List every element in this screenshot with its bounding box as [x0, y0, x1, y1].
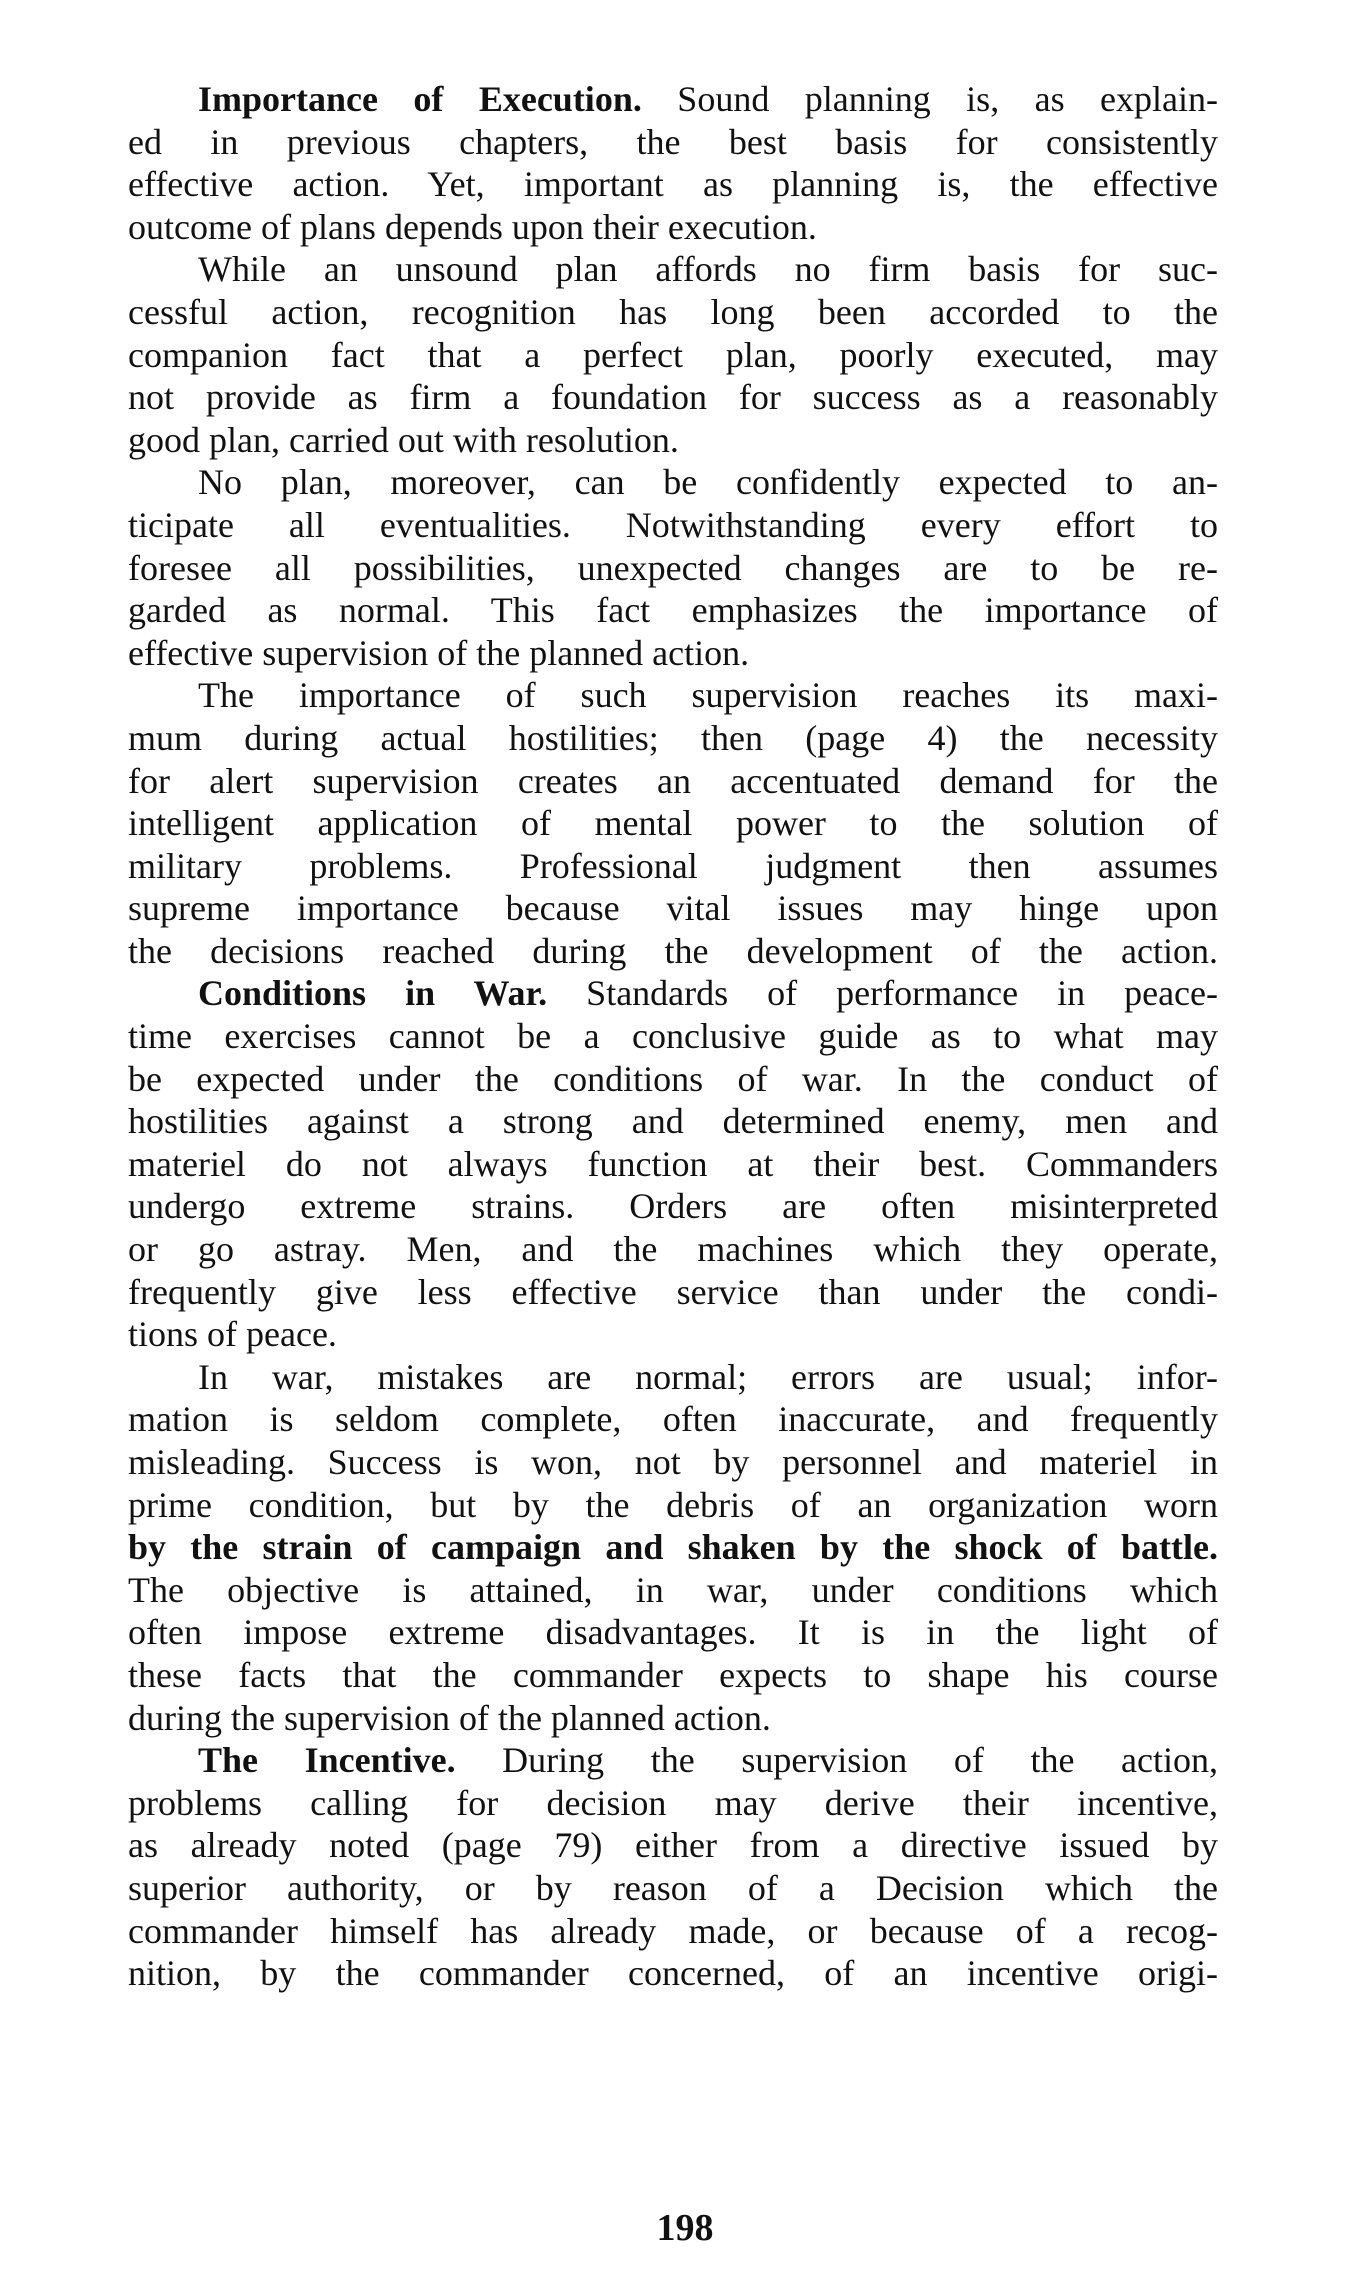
- text-line: [128, 1739, 1218, 1782]
- section-heading: Importance of Execution.: [198, 79, 642, 119]
- text-line: ed in previous chapters, the best basis for consistently: [128, 121, 1218, 162]
- text-line: No plan, moreover, can be confidently expected to an-: [198, 462, 1218, 503]
- text-line: good plan, carried out with resolution.: [128, 419, 679, 460]
- text-line: In war, mistakes are normal; errors are usual; infor-: [198, 1356, 1218, 1397]
- text-line: companion fact that a perfect plan, poorly executed, may: [128, 334, 1218, 375]
- paragraph-conditions-in-war: [128, 972, 1218, 1355]
- text-line: during the supervision of the planned action.: [128, 1697, 771, 1738]
- text-line: not provide as firm a foundation for success as a reasonably: [128, 377, 1218, 418]
- text-line: nition, by the commander concerned, of an incentive origi-: [128, 1953, 1218, 1994]
- text-line: as already noted (page 79) either from a directive issued by: [128, 1825, 1218, 1866]
- text-line: commander himself has already made, or because of a recog-: [128, 1910, 1218, 1951]
- text-line: effective supervision of the planned action.: [128, 632, 750, 673]
- text-line: mation is seldom complete, often inaccurate, and frequently: [128, 1399, 1218, 1440]
- text-line: problems calling for decision may derive their incentive,: [128, 1782, 1218, 1823]
- paragraph-importance-of-execution: [128, 78, 1218, 248]
- text-line: these facts that the commander expects to shape his course: [128, 1654, 1218, 1695]
- section-heading: Conditions in War.: [198, 973, 548, 1014]
- text-line: the decisions reached during the development of the action.: [128, 930, 1218, 971]
- text-line: materiel do not always function at their best. Commanders: [128, 1143, 1218, 1184]
- text-line: outcome of plans depends upon their execution.: [128, 206, 817, 247]
- text-line: supreme importance because vital issues may hinge upon: [128, 888, 1218, 929]
- text-line: frequently give less effective service than under the condi-: [128, 1271, 1218, 1312]
- paragraph-mistakes-in-war: [128, 1356, 1218, 1739]
- text-fragment: During the supervision of the action,: [502, 1740, 1218, 1781]
- text-line: tions of peace.: [128, 1314, 337, 1355]
- text-line: misleading. Success is won, not by personnel and materiel in: [128, 1442, 1218, 1482]
- text-line: superior authority, or by reason of a Decision which the: [128, 1867, 1218, 1908]
- page-number: 198: [656, 2207, 714, 2249]
- text-line: time exercises cannot be a conclusive guide as to what may: [128, 1016, 1218, 1057]
- text-line: mum during actual hostilities; then (page 4) the necessity: [128, 717, 1218, 758]
- paragraph-unsound-plan: [128, 248, 1218, 461]
- page-body: [128, 78, 1218, 1995]
- paragraph-supervision: [128, 674, 1218, 972]
- text-line: hostilities against a strong and determined enemy, men and: [128, 1101, 1218, 1142]
- text-line: prime condition, but by the debris of an organization worn: [128, 1484, 1218, 1525]
- text-fragment: Sound planning is, as explain-: [677, 79, 1218, 119]
- text-line: by the strain of campaign and shaken by the shock of battle.: [128, 1527, 1218, 1568]
- text-line: The importance of such supervision reaches its maxi-: [198, 675, 1218, 716]
- text-line: The objective is attained, in war, under conditions which: [128, 1569, 1218, 1610]
- text-line: cessful action, recognition has long been accorded to the: [128, 291, 1218, 332]
- text-line: undergo extreme strains. Orders are often misinterpreted: [128, 1186, 1218, 1227]
- text-fragment: Standards of performance in peace-: [586, 973, 1218, 1014]
- paragraph-no-plan: [128, 461, 1218, 674]
- text-line: for alert supervision creates an accentuated demand for the: [128, 760, 1218, 801]
- text-line: While an unsound plan affords no firm basis for suc-: [198, 249, 1218, 290]
- text-line: foresee all possibilities, unexpected changes are to be re-: [128, 547, 1218, 588]
- text-line: ticipate all eventualities. Notwithstanding every effort to: [128, 504, 1218, 545]
- text-line: be expected under the conditions of war. In the conduct of: [128, 1058, 1218, 1099]
- section-heading: The Incentive.: [198, 1740, 456, 1781]
- text-line: garded as normal. This fact emphasizes the importance of: [128, 590, 1218, 631]
- text-line: effective action. Yet, important as planning is, the effective: [128, 164, 1218, 205]
- text-line: often impose extreme disadvantages. It is in the light of: [128, 1612, 1218, 1653]
- text-line: intelligent application of mental power to the solution of: [128, 803, 1218, 844]
- text-line: military problems. Professional judgment then assumes: [128, 845, 1218, 886]
- text-line: [128, 972, 1218, 1015]
- text-line: or go astray. Men, and the machines which they operate,: [128, 1229, 1218, 1270]
- text-line: [128, 78, 1218, 121]
- paragraph-the-incentive: [128, 1739, 1218, 1995]
